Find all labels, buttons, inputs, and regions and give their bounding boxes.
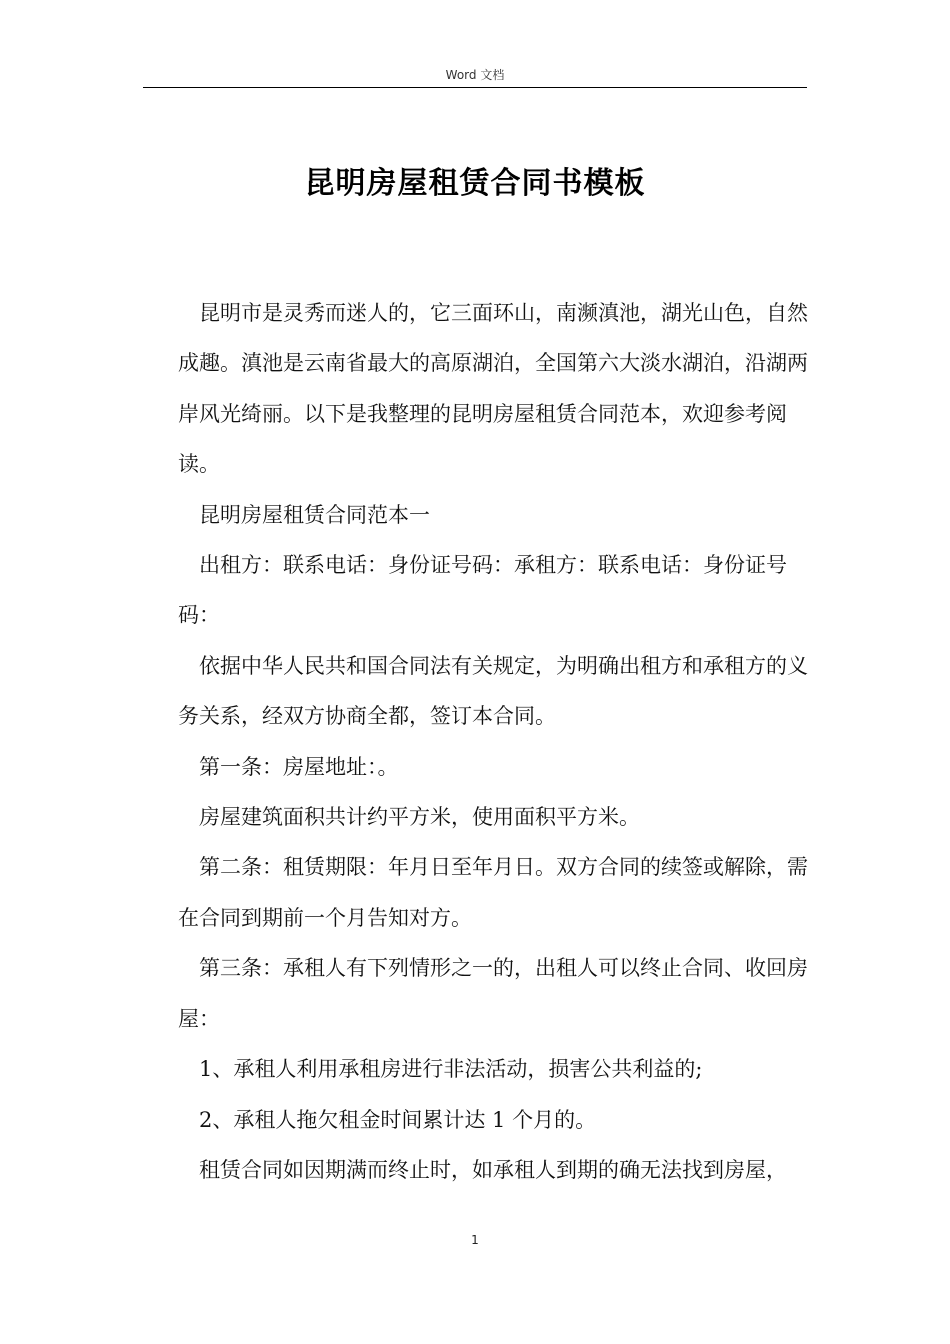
body-paragraph: 第二条：租赁期限：年月日至年月日。双方合同的续签或解除，需在合同到期前一个月告知对方。 bbox=[178, 855, 808, 930]
body-paragraph: 房屋建筑面积共计约平方米，使用面积平方米。 bbox=[199, 805, 640, 830]
page-header-label: Word 文档 bbox=[445, 68, 505, 82]
body-paragraph: 租赁合同如因期满而终止时，如承租人到期的确无法找到房屋， bbox=[199, 1157, 787, 1182]
body-paragraph: 昆明市是灵秀而迷人的，它三面环山，南濒滇池，湖光山色，自然 成趣。滇池是云南省最大的高原湖泊，全国第六大淡水湖泊，沿湖两岸风光绮丽。以下是我整理的昆明房屋租赁合同范本，欢迎参考阅读。 bbox=[178, 301, 808, 477]
body-paragraph: 依据中华人民共和国合同法有关规定，为明确出租方和承租方的义务关系，经双方协商全都，签订本合同。 bbox=[178, 653, 808, 729]
document-body bbox=[178, 288, 810, 1195]
header-rule bbox=[143, 87, 807, 88]
body-paragraph: 出租方：联系电话：身份证号码：承租方：联系电话：身份证号码： bbox=[178, 553, 787, 628]
body-paragraph: 1、承租人利用承租房进行非法活动，损害公共利益的; bbox=[199, 1057, 703, 1082]
body-paragraph: 2、承租人拖欠租金时间累计达 1 个月的。 bbox=[199, 1107, 597, 1132]
body-paragraph: 昆明房屋租赁合同范本一 bbox=[199, 502, 430, 527]
page-number: 1 bbox=[471, 1233, 479, 1247]
document-title: 昆明房屋租赁合同书模板 bbox=[304, 166, 646, 201]
body-paragraph: 第三条：承租人有下列情形之一的，出租人可以终止合同、收回房屋： bbox=[178, 956, 808, 1031]
body-paragraph: 第一条：房屋地址：。 bbox=[199, 754, 399, 779]
